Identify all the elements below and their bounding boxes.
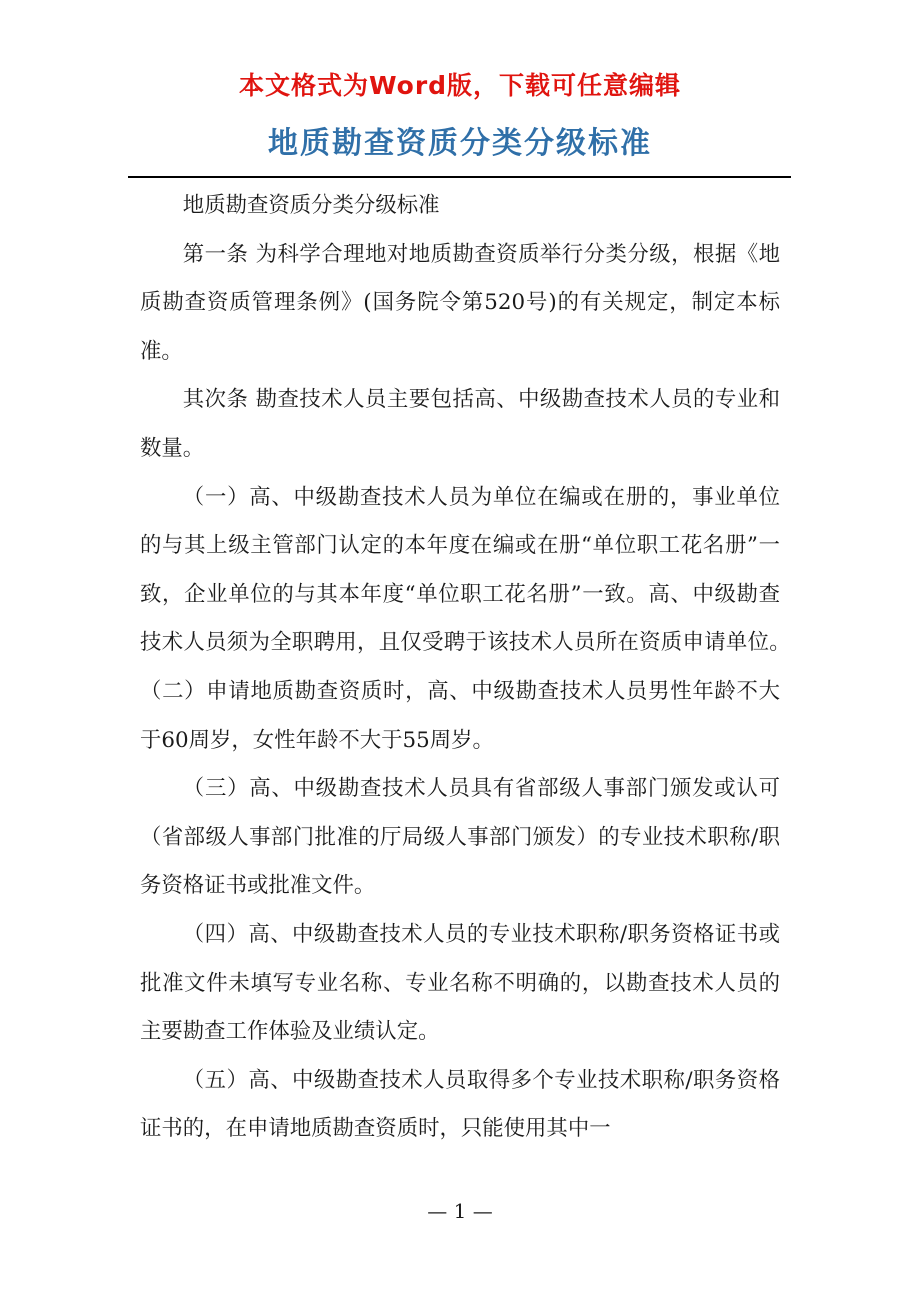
- paragraph-article-1: 第一条 为科学合理地对地质勘查资质举行分类分级，根据《地质勘查资质管理条例》(国务院令第520号)的有关规定，制定本标准。: [140, 241, 780, 364]
- document-title: 地质勘查资质分类分级标准: [268, 126, 652, 161]
- paragraph-article-2: 其次条 勘查技术人员主要包括高、中级勘查技术人员的专业和数量。: [140, 387, 780, 461]
- title-divider: [128, 176, 791, 178]
- paragraph-item-3: （三）高、中级勘查技术人员具有省部级人事部门颁发或认可（省部级人事部门批准的厅局级人事部门颁发）的专业技术职称/职务资格证书或批准文件。: [140, 776, 780, 899]
- paragraph-heading: 地质勘查资质分类分级标准: [182, 193, 440, 218]
- paragraph-item-4: （四）高、中级勘查技术人员的专业技术职称/职务资格证书或批准文件未填写专业名称、专业名称不明确的，以勘查技术人员的主要勘查工作体验及业绩认定。: [140, 921, 780, 1045]
- paragraph-item-1-2: （一）高、中级勘查技术人员为单位在编或在册的，事业单位的与其上级主管部门认定的本年度在编或在册“单位职工花名册”一致，企业单位的与其本年度“单位职工花名册”一致。高、中级勘查技术人员须为全职聘用，且仅受聘于该技术人员所在资质申请单位。 （二）申请地质勘查资质时，高、中级勘查技术人员男性年龄不大于60周岁，女性年龄不大于55周岁。: [140, 484, 823, 753]
- page-number: — 1 —: [427, 1199, 493, 1223]
- document-body: [140, 182, 823, 1154]
- paragraph-item-5: （五）高、中级勘查技术人员取得多个专业技术职称/职务资格证书的，在申请地质勘查资质时，只能使用其中一: [140, 1067, 780, 1142]
- word-format-notice: 本文格式为Word版，下载可任意编辑: [238, 71, 682, 100]
